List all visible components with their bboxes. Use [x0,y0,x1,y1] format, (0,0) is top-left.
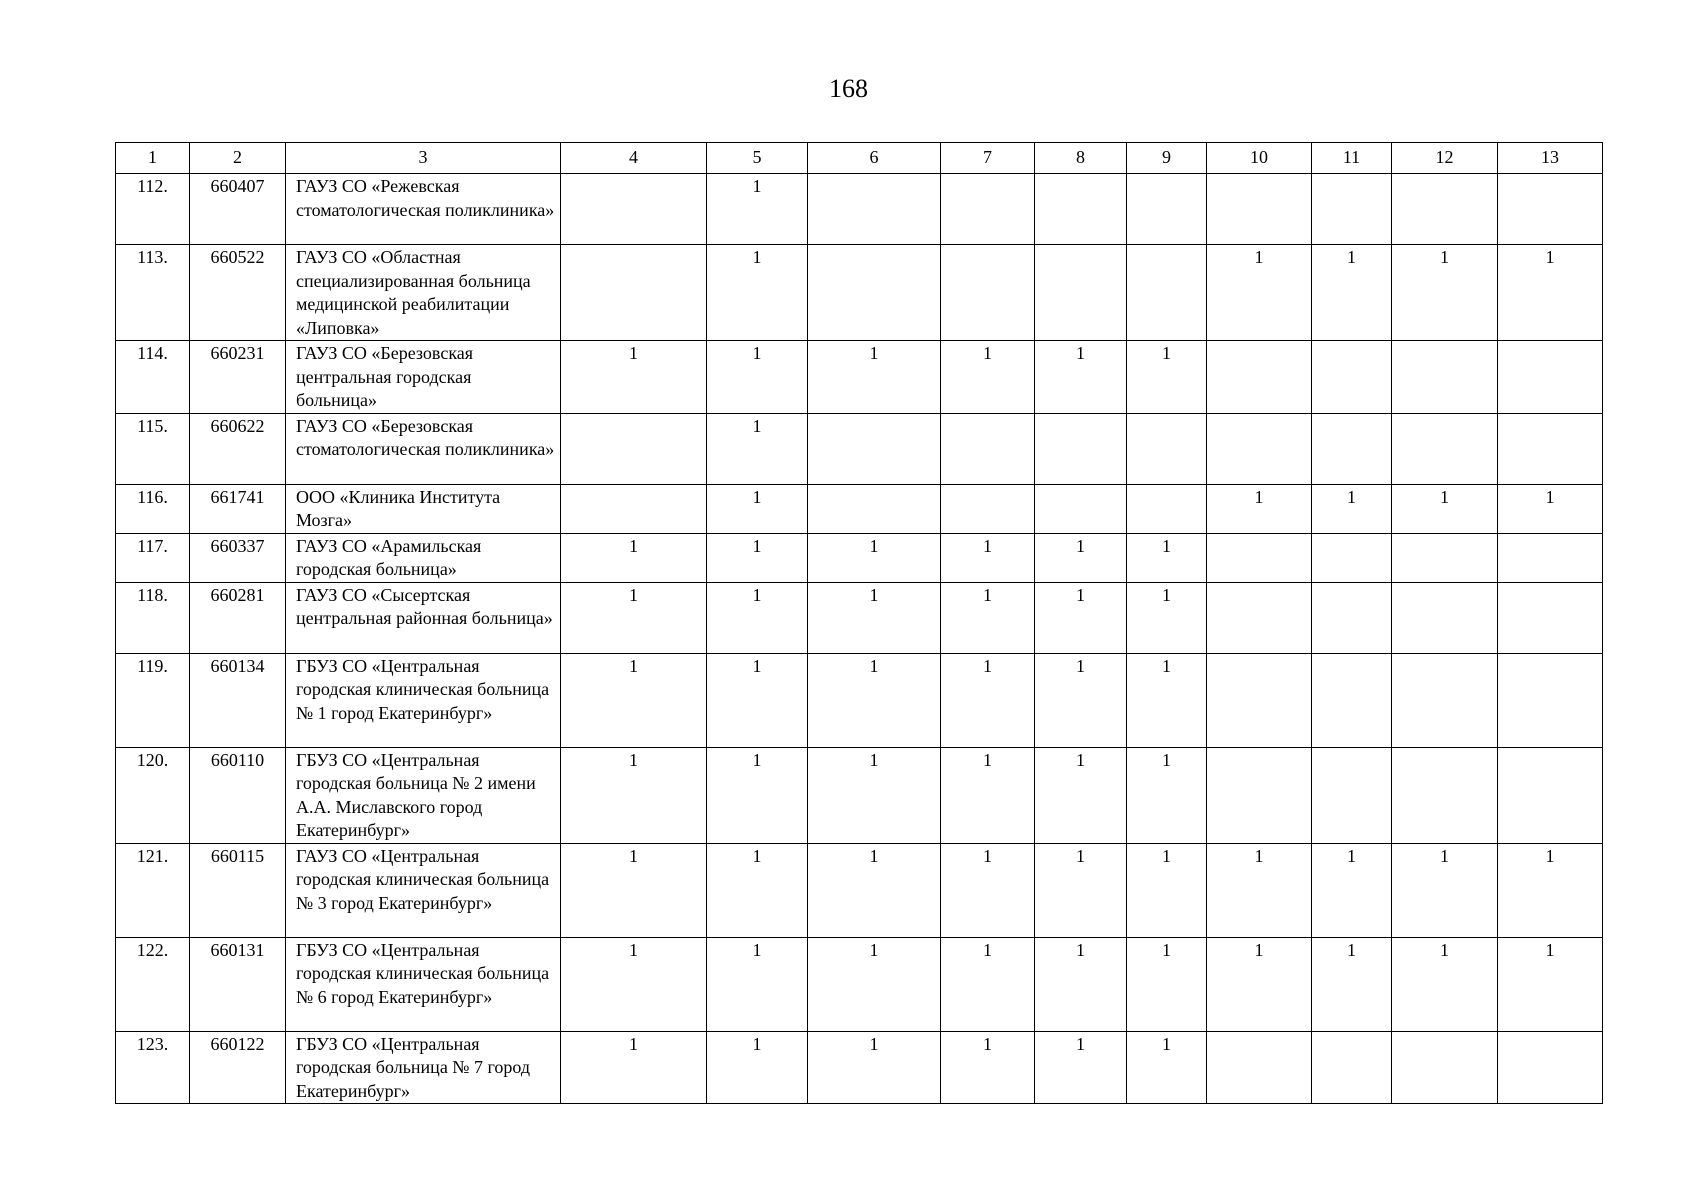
col-13-value: 1 [1498,245,1603,341]
header-row [116,143,1603,174]
col-5-value: 1 [707,413,808,484]
column-header-10: 10 [1207,143,1312,174]
org-code: 660522 [190,245,286,341]
org-code: 660407 [190,174,286,245]
col-10-value [1207,1031,1312,1104]
col-11-value: 1 [1312,484,1392,533]
org-name: ГАУЗ СО «Березовская центральная городская больница» [286,341,561,414]
col-6-value: 1 [808,653,941,747]
col-6-value: 1 [808,533,941,582]
table-row [116,653,1603,747]
col-12-value [1392,341,1498,414]
column-header-9: 9 [1127,143,1207,174]
col-13-value [1498,174,1603,245]
col-11-value: 1 [1312,937,1392,1031]
col-4-value: 1 [561,843,707,937]
col-9-value: 1 [1127,582,1207,653]
column-header-5: 5 [707,143,808,174]
row-number: 121. [116,843,190,937]
col-4-value: 1 [561,747,707,843]
col-4-value [561,174,707,245]
table-row [116,582,1603,653]
col-12-value: 1 [1392,843,1498,937]
column-header-3: 3 [286,143,561,174]
col-11-value [1312,413,1392,484]
table-row [116,843,1603,937]
col-5-value: 1 [707,245,808,341]
col-6-value [808,174,941,245]
col-11-value [1312,653,1392,747]
col-9-value: 1 [1127,747,1207,843]
row-number: 112. [116,174,190,245]
col-10-value [1207,747,1312,843]
col-13-value: 1 [1498,843,1603,937]
col-5-value: 1 [707,843,808,937]
org-code: 660231 [190,341,286,414]
col-5-value: 1 [707,582,808,653]
col-7-value: 1 [941,1031,1035,1104]
org-name: ГАУЗ СО «Режевская стоматологическая поликлиника» [286,174,561,245]
row-number: 120. [116,747,190,843]
col-9-value: 1 [1127,341,1207,414]
column-header-7: 7 [941,143,1035,174]
col-12-value [1392,582,1498,653]
table-body [116,174,1603,1104]
col-5-value: 1 [707,937,808,1031]
col-7-value: 1 [941,843,1035,937]
col-10-value: 1 [1207,843,1312,937]
col-13-value [1498,1031,1603,1104]
col-10-value: 1 [1207,484,1312,533]
table-row [116,413,1603,484]
row-number: 115. [116,413,190,484]
column-header-4: 4 [561,143,707,174]
org-code: 660622 [190,413,286,484]
org-name: ГАУЗ СО «Сысертская центральная районная больница» [286,582,561,653]
col-5-value: 1 [707,1031,808,1104]
col-9-value: 1 [1127,533,1207,582]
col-11-value [1312,582,1392,653]
col-4-value: 1 [561,937,707,1031]
col-8-value: 1 [1035,1031,1127,1104]
col-13-value [1498,341,1603,414]
col-10-value [1207,533,1312,582]
row-number: 117. [116,533,190,582]
col-7-value [941,484,1035,533]
col-8-value: 1 [1035,582,1127,653]
col-4-value: 1 [561,1031,707,1104]
col-11-value [1312,747,1392,843]
col-6-value: 1 [808,843,941,937]
column-header-6: 6 [808,143,941,174]
org-code: 660122 [190,1031,286,1104]
col-7-value: 1 [941,937,1035,1031]
col-10-value [1207,174,1312,245]
col-9-value [1127,413,1207,484]
org-name: ГАУЗ СО «Арамильская городская больница» [286,533,561,582]
col-6-value: 1 [808,1031,941,1104]
col-4-value: 1 [561,653,707,747]
col-10-value: 1 [1207,245,1312,341]
registry-table [115,142,1603,1104]
col-8-value [1035,174,1127,245]
table-row [116,341,1603,414]
col-10-value: 1 [1207,937,1312,1031]
column-header-1: 1 [116,143,190,174]
table-row [116,484,1603,533]
col-10-value [1207,582,1312,653]
col-5-value: 1 [707,533,808,582]
page-number: 168 [829,74,868,103]
col-6-value [808,245,941,341]
org-code: 660281 [190,582,286,653]
col-9-value [1127,484,1207,533]
col-8-value: 1 [1035,843,1127,937]
col-4-value [561,484,707,533]
col-13-value: 1 [1498,937,1603,1031]
col-8-value: 1 [1035,341,1127,414]
col-11-value: 1 [1312,843,1392,937]
col-8-value [1035,484,1127,533]
col-11-value [1312,341,1392,414]
col-5-value: 1 [707,341,808,414]
col-7-value [941,413,1035,484]
col-6-value: 1 [808,582,941,653]
col-4-value: 1 [561,582,707,653]
org-name: ГАУЗ СО «Центральная городская клиническая больница № 3 город Екатеринбург» [286,843,561,937]
col-7-value: 1 [941,653,1035,747]
col-11-value [1312,533,1392,582]
org-code: 660110 [190,747,286,843]
col-11-value: 1 [1312,245,1392,341]
col-8-value: 1 [1035,533,1127,582]
col-8-value [1035,413,1127,484]
org-name: ГБУЗ СО «Центральная городская больница № 7 город Екатеринбург» [286,1031,561,1104]
col-5-value: 1 [707,747,808,843]
col-5-value: 1 [707,174,808,245]
row-number: 118. [116,582,190,653]
org-name: ООО «Клиника Института Мозга» [286,484,561,533]
col-13-value: 1 [1498,484,1603,533]
org-name: ГБУЗ СО «Центральная городская клиническая больница № 1 город Екатеринбург» [286,653,561,747]
org-code: 660115 [190,843,286,937]
col-7-value [941,245,1035,341]
table-row [116,174,1603,245]
org-code: 660134 [190,653,286,747]
col-12-value [1392,533,1498,582]
col-12-value [1392,747,1498,843]
col-10-value [1207,413,1312,484]
col-13-value [1498,747,1603,843]
org-name: ГБУЗ СО «Центральная городская больница № 2 имени А.А. Миславского город Екатеринбург» [286,747,561,843]
col-6-value [808,484,941,533]
col-12-value: 1 [1392,484,1498,533]
column-header-8: 8 [1035,143,1127,174]
col-13-value [1498,582,1603,653]
org-code: 660337 [190,533,286,582]
table-row [116,533,1603,582]
col-7-value: 1 [941,341,1035,414]
col-13-value [1498,653,1603,747]
table-row [116,245,1603,341]
column-header-2: 2 [190,143,286,174]
col-6-value: 1 [808,747,941,843]
column-header-11: 11 [1312,143,1392,174]
col-4-value: 1 [561,341,707,414]
col-9-value [1127,174,1207,245]
col-4-value: 1 [561,533,707,582]
col-5-value: 1 [707,653,808,747]
table-row [116,747,1603,843]
col-12-value [1392,653,1498,747]
col-13-value [1498,413,1603,484]
org-name: ГАУЗ СО «Березовская стоматологическая поликлиника» [286,413,561,484]
col-6-value: 1 [808,341,941,414]
col-8-value: 1 [1035,653,1127,747]
col-13-value [1498,533,1603,582]
col-7-value: 1 [941,582,1035,653]
column-header-13: 13 [1498,143,1603,174]
col-4-value [561,413,707,484]
col-12-value: 1 [1392,245,1498,341]
col-10-value [1207,341,1312,414]
col-9-value: 1 [1127,843,1207,937]
col-4-value [561,245,707,341]
col-12-value [1392,174,1498,245]
org-code: 660131 [190,937,286,1031]
col-11-value [1312,1031,1392,1104]
row-number: 113. [116,245,190,341]
col-12-value: 1 [1392,937,1498,1031]
col-9-value [1127,245,1207,341]
col-9-value: 1 [1127,937,1207,1031]
col-5-value: 1 [707,484,808,533]
col-7-value: 1 [941,747,1035,843]
row-number: 116. [116,484,190,533]
table-row [116,1031,1603,1104]
col-9-value: 1 [1127,653,1207,747]
col-8-value: 1 [1035,937,1127,1031]
org-code: 661741 [190,484,286,533]
row-number: 114. [116,341,190,414]
col-9-value: 1 [1127,1031,1207,1104]
org-name: ГБУЗ СО «Центральная городская клиническая больница № 6 город Екатеринбург» [286,937,561,1031]
col-12-value [1392,413,1498,484]
row-number: 119. [116,653,190,747]
col-8-value [1035,245,1127,341]
col-7-value [941,174,1035,245]
col-6-value: 1 [808,937,941,1031]
table-row [116,937,1603,1031]
col-10-value [1207,653,1312,747]
col-7-value: 1 [941,533,1035,582]
col-8-value: 1 [1035,747,1127,843]
col-12-value [1392,1031,1498,1104]
column-header-12: 12 [1392,143,1498,174]
col-6-value [808,413,941,484]
row-number: 123. [116,1031,190,1104]
col-11-value [1312,174,1392,245]
org-name: ГАУЗ СО «Областная специализированная больница медицинской реабилитации «Липовка» [286,245,561,341]
row-number: 122. [116,937,190,1031]
